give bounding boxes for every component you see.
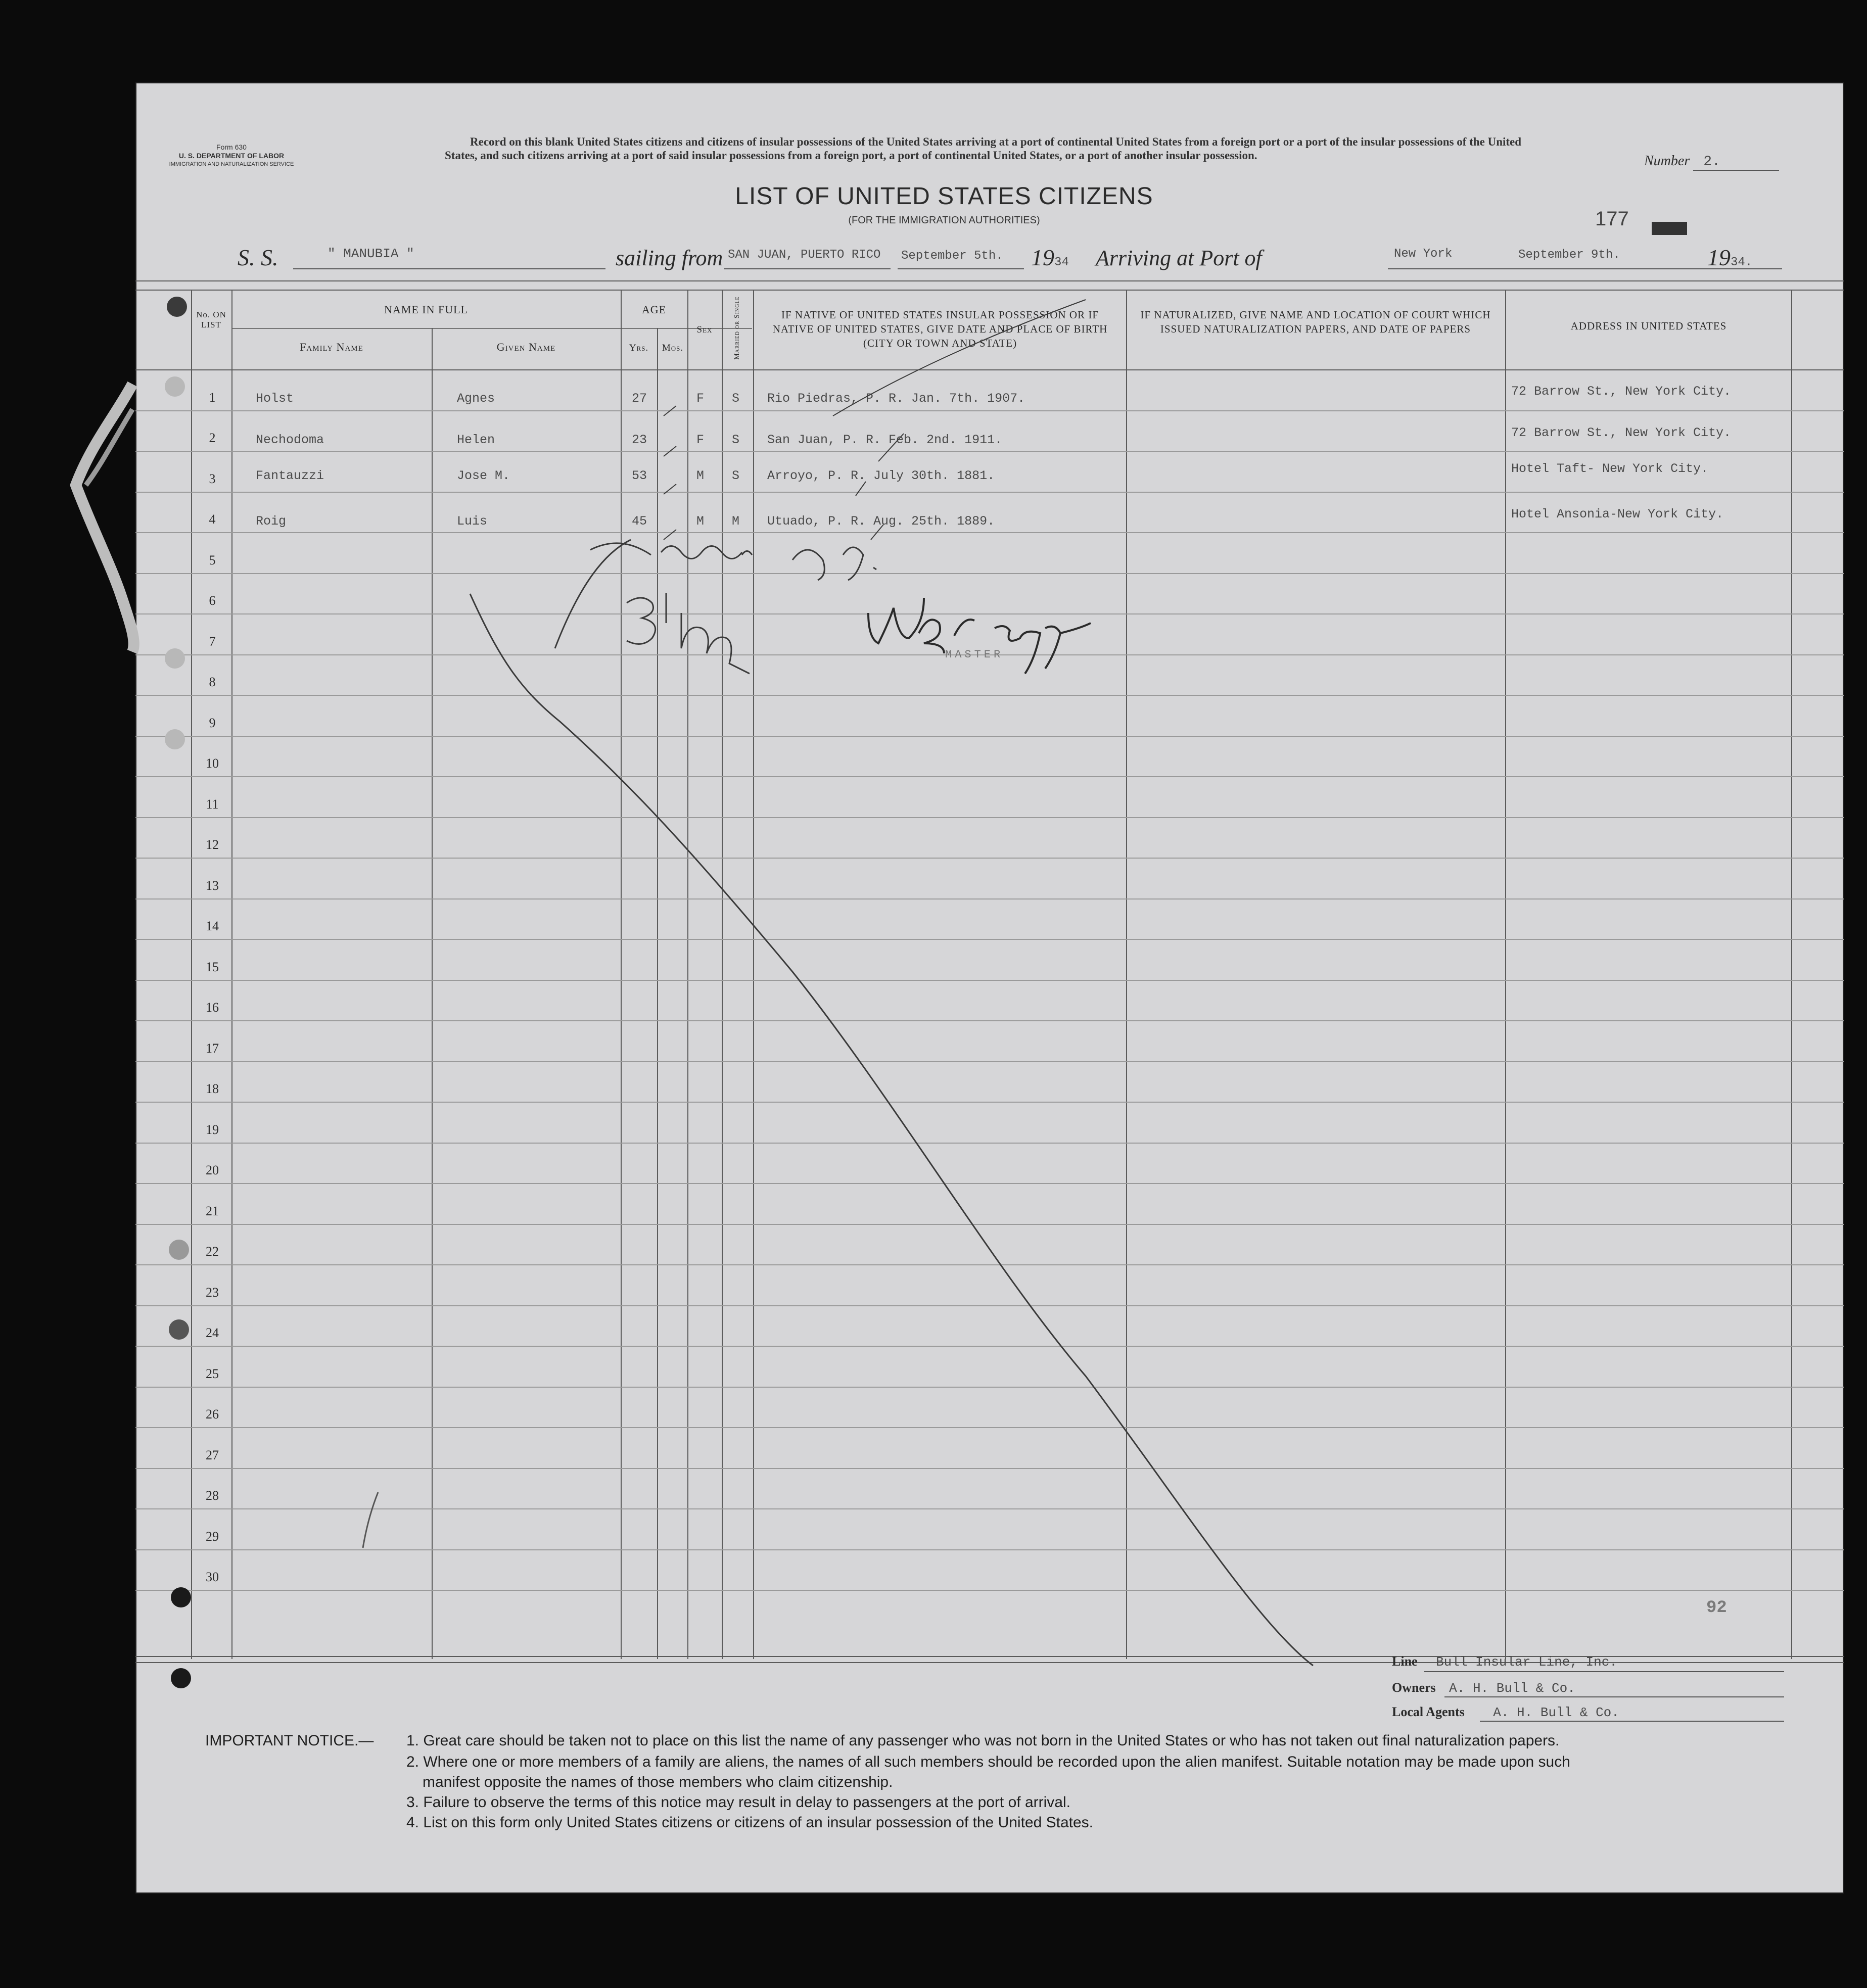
sailing-year: 1934 — [1031, 245, 1069, 270]
form-instructions: Record on this blank United States citizens and citizens of insular possessions of the United States arriving at a port of continental United States from a foreign port or a port of the insular possessions of the United States, and such citizens arriving at a port of said insular possessions from a foreign port, a port of continental United States, or a port of another insular possession. — [445, 135, 1522, 162]
binder-hole — [171, 1668, 191, 1688]
row-number: 2 — [209, 431, 216, 445]
agents-label: Local Agents — [1392, 1705, 1465, 1719]
handwritten-time — [627, 593, 750, 674]
ship-name: " MANUBIA " — [328, 246, 414, 261]
row-number: 12 — [206, 837, 219, 852]
row-number: 9 — [209, 715, 216, 730]
row-number: 6 — [209, 593, 216, 608]
checkmark-row-4 — [664, 525, 883, 540]
row-number: 22 — [206, 1244, 219, 1259]
row-number: 20 — [206, 1163, 219, 1177]
address-cell: 72 Barrow St., New York City. — [1511, 425, 1732, 440]
marital-status-cell: M — [732, 514, 740, 529]
binder-hole — [165, 729, 185, 749]
marital-status-cell: S — [732, 468, 740, 483]
family-name-cell: Nechodoma — [256, 433, 324, 447]
line-value: Bull Insular Line, Inc. — [1436, 1654, 1617, 1670]
sex-cell: F — [696, 391, 705, 406]
notice-item-2-cont: manifest opposite the names of those members who claim citizenship. — [423, 1774, 893, 1790]
row-number: 18 — [206, 1081, 219, 1096]
sailing-from-port: SAN JUAN, PUERTO RICO — [728, 248, 881, 262]
important-notice-title: IMPORTANT NOTICE.— — [205, 1732, 374, 1749]
footer-line-row — [1392, 1654, 1786, 1670]
master-signature — [868, 598, 1091, 674]
age-years-cell: 45 — [632, 514, 647, 529]
birth-place-date-cell: San Juan, P. R. Feb. 2nd. 1911. — [767, 433, 1003, 447]
arriving-year: 1934. — [1707, 245, 1753, 270]
given-name-cell: Jose M. — [457, 468, 510, 483]
birth-place-date-cell: Arroyo, P. R. July 30th. 1881. — [767, 468, 995, 483]
row-number: 13 — [206, 878, 219, 893]
notice-item-4: 4. List on this form only United States citizens or citizens of an insular possession of the United States. — [406, 1814, 1094, 1831]
page-title: LIST OF UNITED STATES CITIZENS — [735, 183, 1153, 210]
checkmark-row-1 — [664, 300, 1086, 416]
row-number: 26 — [206, 1407, 219, 1422]
sex-cell: M — [696, 514, 705, 529]
row-number: 1 — [209, 390, 216, 405]
department: U. S. DEPARTMENT OF LABOR — [178, 152, 285, 160]
age-years-cell: 27 — [632, 391, 647, 406]
header-sex: Sex — [696, 324, 713, 335]
row-number: 24 — [206, 1326, 219, 1340]
row-number: 4 — [209, 512, 216, 527]
marital-status-cell: S — [732, 391, 740, 406]
form-number: Form 630 — [216, 143, 247, 151]
row-number: 25 — [206, 1366, 219, 1381]
given-name-cell: Agnes — [457, 391, 495, 406]
row-number: 14 — [206, 919, 219, 933]
page-subtitle: (FOR THE IMMIGRATION AUTHORITIES) — [848, 215, 1040, 226]
line-label: Line — [1392, 1654, 1418, 1669]
handwritten-annotation — [555, 540, 876, 648]
sex-cell: M — [696, 468, 705, 483]
sailing-date: September 5th. — [901, 249, 1003, 263]
age-years-cell: 23 — [632, 433, 647, 447]
row-number: 17 — [206, 1040, 219, 1056]
number-value: 2. — [1693, 154, 1779, 171]
notice-item-2: 2. Where one or more members of a family are aliens, the names of all such members should be recorded upon the alien manifest. Suitable notation may be made upon such — [406, 1754, 1570, 1770]
sex-cell: F — [696, 433, 705, 447]
birth-place-date-cell: Rio Piedras, P. R. Jan. 7th. 1907. — [767, 391, 1025, 406]
given-name-cell: Helen — [457, 433, 495, 447]
birth-place-date-cell: Utuado, P. R. Aug. 25th. 1889. — [767, 514, 995, 529]
row-number: 29 — [206, 1529, 219, 1544]
header-given-name: Given Name — [496, 341, 556, 353]
header-name-in-full: NAME IN FULL — [384, 303, 468, 316]
arriving-label: Arriving at Port of — [1096, 246, 1262, 270]
checkmark-row-2 — [664, 434, 904, 461]
address-cell: 72 Barrow St., New York City. — [1511, 384, 1732, 399]
binder-hole — [169, 1240, 189, 1260]
header-married-single: Married or Single — [733, 296, 741, 360]
notice-item-1: 1. Great care should be taken not to place on this list the name of any passenger who was not born in the United States or who has not taken out final naturalization papers. — [406, 1732, 1560, 1749]
row-number: 5 — [209, 552, 216, 567]
ss-label: S. S. — [238, 245, 278, 270]
given-name-cell: Luis — [457, 514, 488, 529]
address-cell: Hotel Ansonia-New York City. — [1511, 507, 1724, 522]
owners-value: A. H. Bull & Co. — [1449, 1681, 1575, 1696]
cancellation-line — [470, 594, 1313, 1666]
footer-agents-row — [1392, 1705, 1786, 1720]
header-birth: IF NATIVE OF UNITED STATES INSULAR POSSESSION OR IF NATIVE OF UNITED STATES, GIVE DATE AND PLACE OF BIRTH (CITY OR TOWN AND STATE) — [772, 309, 1108, 349]
master-label: MASTER — [945, 648, 1004, 661]
agents-value: A. H. Bull & Co. — [1493, 1705, 1619, 1720]
row-number: 19 — [206, 1122, 219, 1137]
header-family-name: Family Name — [300, 341, 363, 353]
marital-status-cell: S — [732, 433, 740, 447]
arriving-port: New York — [1394, 247, 1453, 261]
header-address: ADDRESS IN UNITED STATES — [1570, 320, 1727, 332]
stamp-number-92: 92 — [1706, 1598, 1727, 1618]
header-age: AGE — [641, 303, 667, 316]
row-number: 11 — [206, 796, 219, 812]
row-number: 30 — [206, 1570, 219, 1584]
binding-ribbon — [0, 0, 202, 707]
family-name-cell: Holst — [256, 391, 294, 406]
age-years-cell: 53 — [632, 468, 647, 483]
row-number: 3 — [209, 471, 216, 486]
binder-hole — [171, 1587, 191, 1607]
sailing-from-label: sailing from — [616, 246, 723, 270]
header-naturalized: IF NATURALIZED, GIVE NAME AND LOCATION OF COURT WHICH ISSUED NATURALIZATION PAPERS, AND DATE OF PAPERS — [1140, 309, 1491, 335]
row-number: 23 — [206, 1285, 219, 1300]
handwriting-overlay — [135, 82, 1844, 1894]
service: IMMIGRATION AND NATURALIZATION SERVICE — [169, 161, 294, 167]
row-number: 27 — [206, 1447, 219, 1462]
address-cell: Hotel Taft- New York City. — [1511, 461, 1709, 476]
family-name-cell: Fantauzzi — [256, 468, 324, 483]
row-number: 7 — [209, 634, 216, 649]
header-no-on-list: No. ON LIST — [196, 310, 226, 329]
arriving-date: September 9th. — [1518, 248, 1620, 262]
checkmark-row-3 — [664, 482, 866, 496]
page-stamp-number: 177 — [1595, 208, 1629, 230]
tally-mark — [363, 1492, 378, 1548]
number-label: Number — [1644, 153, 1690, 169]
header-mos: Mos. — [662, 343, 684, 353]
manifest-page — [135, 82, 1844, 1894]
row-number: 28 — [206, 1488, 219, 1503]
row-number: 8 — [209, 675, 216, 689]
row-number: 15 — [206, 959, 219, 974]
row-number: 10 — [206, 756, 219, 771]
binder-hole — [169, 1319, 189, 1340]
notice-item-3: 3. Failure to observe the terms of this notice may result in delay to passengers at the port of arrival. — [406, 1794, 1070, 1811]
footer-owners-row — [1392, 1680, 1786, 1696]
row-number: 21 — [206, 1203, 219, 1218]
row-number: 16 — [206, 1000, 219, 1015]
header-yrs: Yrs. — [629, 343, 649, 353]
family-name-cell: Roig — [256, 514, 287, 529]
owners-label: Owners — [1392, 1680, 1436, 1695]
